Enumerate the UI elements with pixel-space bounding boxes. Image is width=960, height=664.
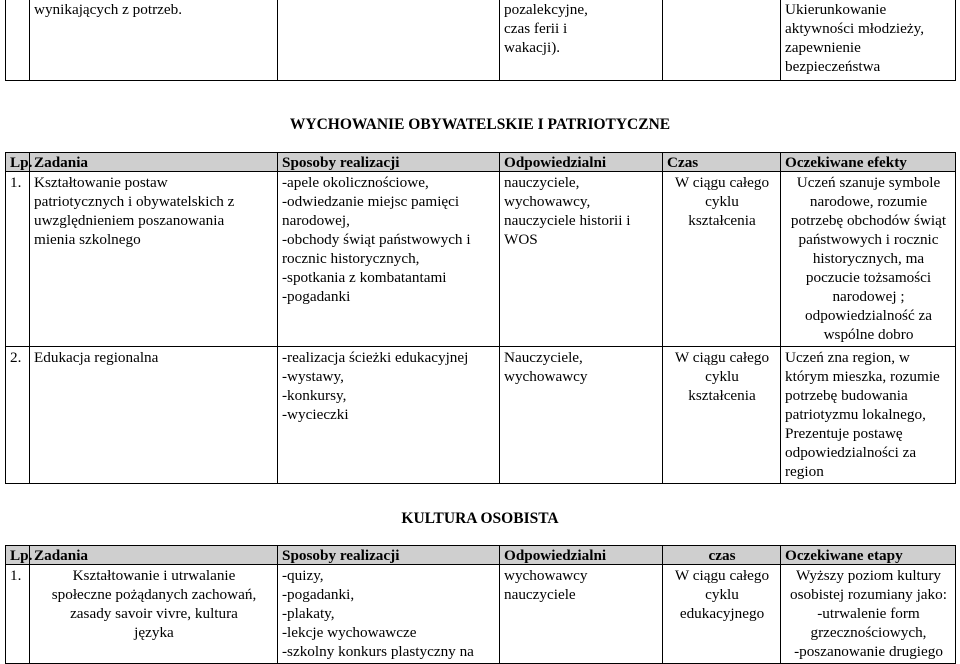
column-header: Oczekiwane efekty xyxy=(781,153,956,172)
zadania-cell: Edukacja regionalna xyxy=(30,347,278,484)
table-row xyxy=(6,0,956,81)
table-cell: Ukierunkowanie aktywności młodzieży, zapewnienie bezpieczeństwa xyxy=(781,0,956,81)
table-row xyxy=(6,172,956,347)
efekty-cell: Uczeń zna region, w którym mieszka, rozumie potrzebę budowania patriotyzmu lokalnego, Prezentuje postawę odpowiedzialności za region xyxy=(781,347,956,484)
table-cell: pozalekcyjne, czas ferii i wakacji). xyxy=(500,0,663,81)
column-header: Lp. xyxy=(6,546,30,565)
section2-table xyxy=(5,545,956,664)
section-title: KULTURA OSOBISTA xyxy=(401,510,559,527)
zadania-cell: Kształtowanie i utrwalanie społeczne pożądanych zachowań, zasady savoir vivre, kultura języka xyxy=(30,565,278,664)
column-header: Odpowiedzialni xyxy=(500,546,663,565)
odpowiedzialni-cell: Nauczyciele, wychowawcy xyxy=(500,347,663,484)
column-header: Lp. xyxy=(6,153,30,172)
zadania-cell: Kształtowanie postaw patriotycznych i obywatelskich z uwzględnieniem poszanowania mienia szkolnego xyxy=(30,172,278,347)
efekty-cell: Uczeń szanuje symbole narodowe, rozumie potrzebę obchodów świąt państwowych i rocznic historycznych, ma poczucie tożsamości narodowej ; odpowiedzialność za wspólne dobro xyxy=(781,172,956,347)
column-header: Zadania xyxy=(30,546,278,565)
lp-cell: 1. xyxy=(6,172,30,347)
section-title: WYCHOWANIE OBYWATELSKIE I PATRIOTYCZNE xyxy=(289,116,671,133)
czas-cell: W ciągu całego cyklu kształcenia xyxy=(663,347,781,484)
column-header: Sposoby realizacji xyxy=(278,153,500,172)
czas-cell: W ciągu całego cyklu kształcenia xyxy=(663,172,781,347)
czas-cell: W ciągu całego cyklu edukacyjnego xyxy=(663,565,781,664)
sposoby-cell: -quizy, -pogadanki, -plakaty, -lekcje wychowawcze -szkolny konkurs plastyczny na xyxy=(278,565,500,664)
table-row xyxy=(6,565,956,664)
lp-cell: 2. xyxy=(6,347,30,484)
table-cell xyxy=(663,0,781,81)
table-cell xyxy=(6,0,30,81)
column-header: Sposoby realizacji xyxy=(278,546,500,565)
top-fragment-table xyxy=(5,0,956,81)
odpowiedzialni-cell: nauczyciele, wychowawcy, nauczyciele historii i WOS xyxy=(500,172,663,347)
column-header: Odpowiedzialni xyxy=(500,153,663,172)
table-header-row xyxy=(6,546,956,565)
table-row xyxy=(6,347,956,484)
column-header: czas xyxy=(663,546,781,565)
sposoby-cell: -realizacja ścieżki edukacyjnej -wystawy, -konkursy, -wycieczki xyxy=(278,347,500,484)
table-header-row xyxy=(6,153,956,172)
sposoby-cell: -apele okolicznościowe, -odwiedzanie miejsc pamięci narodowej, -obchody świąt państwowych i rocznic historycznych, -spotkania z kombatantami -pogadanki xyxy=(278,172,500,347)
lp-cell: 1. xyxy=(6,565,30,664)
efekty-cell: Wyższy poziom kultury osobistej rozumiany jako: -utrwalenie form grzecznościowych, -poszanowanie drugiego xyxy=(781,565,956,664)
column-header: Oczekiwane etapy xyxy=(781,546,956,565)
column-header: Zadania xyxy=(30,153,278,172)
odpowiedzialni-cell: wychowawcy nauczyciele xyxy=(500,565,663,664)
table-cell xyxy=(278,0,500,81)
table-cell: wynikających z potrzeb. xyxy=(30,0,278,81)
column-header: Czas xyxy=(663,153,781,172)
section1-table xyxy=(5,152,956,484)
